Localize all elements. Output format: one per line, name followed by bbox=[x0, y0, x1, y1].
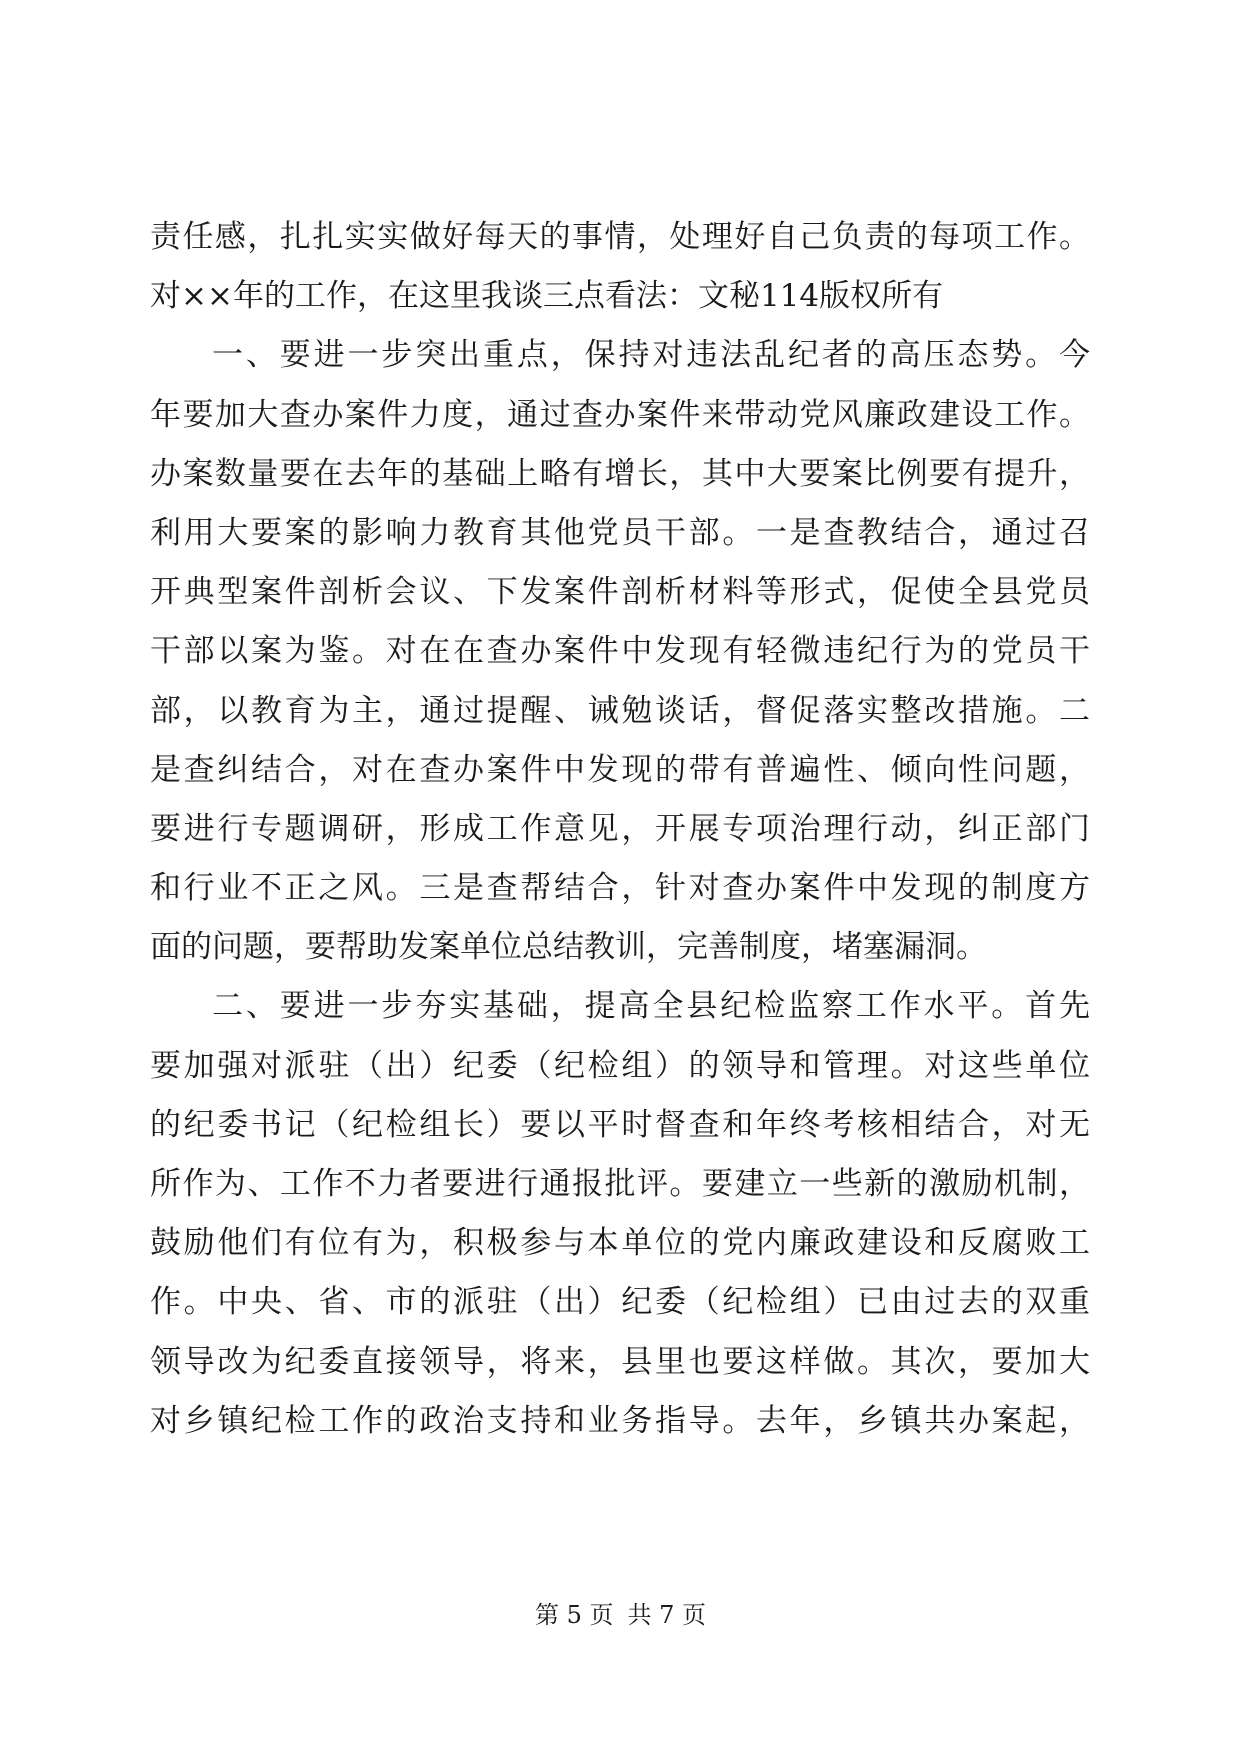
text-line: 要加强对派驻（出）纪委（纪检组）的领导和管理。对这些单位 bbox=[150, 1047, 1090, 1084]
text-line: 部，以教育为主，通过提醒、诫勉谈话，督促落实整改措施。二 bbox=[150, 692, 1090, 729]
text-line: 年要加大查办案件力度，通过查办案件来带动党风廉政建设工作。 bbox=[150, 396, 1090, 433]
text-line: 责任感，扎扎实实做好每天的事情，处理好自己负责的每项工作。 bbox=[150, 219, 1090, 255]
text-line: 所作为、工作不力者要进行通报批评。要建立一些新的激励机制， bbox=[150, 1166, 1090, 1202]
text-line: 二、要进一步夯实基础，提高全县纪检监察工作水平。首先 bbox=[212, 988, 1090, 1025]
text-line: 一、要进一步突出重点，保持对违法乱纪者的高压态势。今 bbox=[212, 337, 1090, 374]
text-line: 对乡镇纪检工作的政治支持和业务指导。去年，乡镇共办案起， bbox=[150, 1402, 1090, 1439]
text-line: 鼓励他们有位有为，积极参与本单位的党内廉政建设和反腐败工 bbox=[150, 1225, 1090, 1262]
page-footer bbox=[0, 1600, 1241, 1630]
page-number: 第 5 页 bbox=[534, 1601, 614, 1629]
text-line: 面的问题，要帮助发案单位总结教训，完善制度，堵塞漏洞。 bbox=[150, 929, 987, 966]
text-line: 干部以案为鉴。对在在查办案件中发现有轻微违纪行为的党员干 bbox=[150, 633, 1090, 670]
text-line: 作。中央、省、市的派驻（出）纪委（纪检组）已由过去的双重 bbox=[150, 1284, 1090, 1321]
text-line: 和行业不正之风。三是查帮结合，针对查办案件中发现的制度方 bbox=[150, 870, 1090, 907]
text-line: 办案数量要在去年的基础上略有增长，其中大要案比例要有提升， bbox=[150, 455, 1090, 492]
text-line: 利用大要案的影响力教育其他党员干部。一是查教结合，通过召 bbox=[150, 514, 1090, 551]
page-total: 共 7 页 bbox=[627, 1601, 707, 1629]
text-line: 是查纠结合，对在查办案件中发现的带有普遍性、倾向性问题， bbox=[150, 751, 1090, 788]
text-line: 要进行专题调研，形成工作意见，开展专项治理行动，纠正部门 bbox=[150, 810, 1090, 847]
text-line: 对××年的工作，在这里我谈三点看法：文秘114版权所有 bbox=[150, 278, 944, 315]
text-line: 领导改为纪委直接领导，将来，县里也要这样做。其次，要加大 bbox=[150, 1343, 1090, 1380]
text-line: 开典型案件剖析会议、下发案件剖析材料等形式，促使全县党员 bbox=[150, 574, 1090, 611]
text-line: 的纪委书记（纪检组长）要以平时督查和年终考核相结合，对无 bbox=[150, 1106, 1090, 1143]
document-body bbox=[150, 208, 1090, 1451]
